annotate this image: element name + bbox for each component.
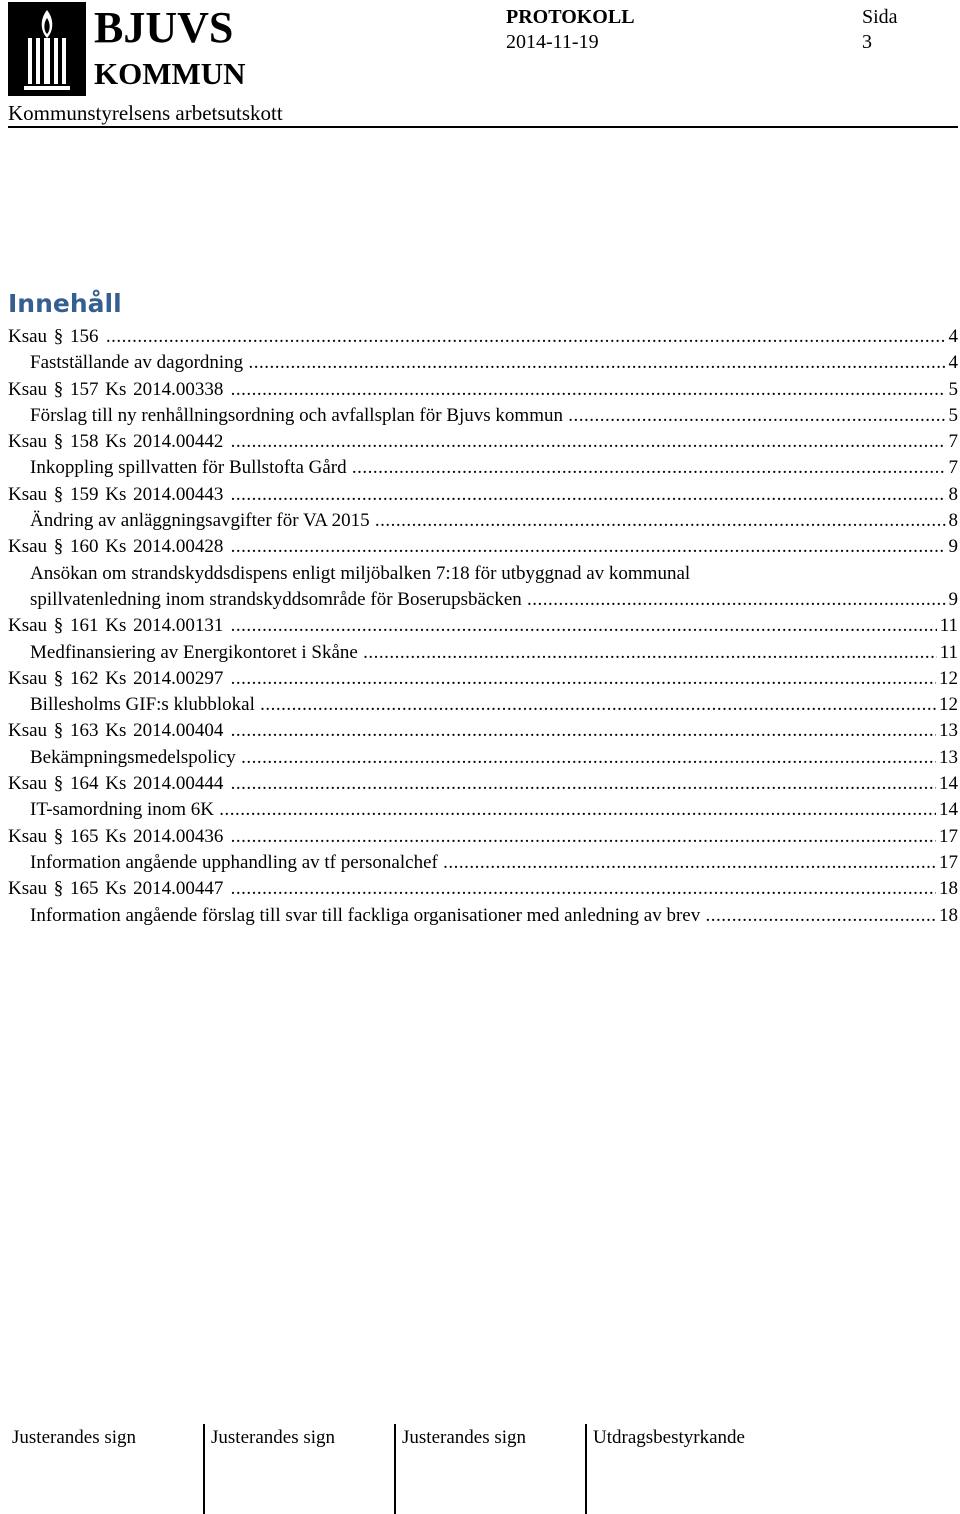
toc-entry-page: 17 <box>936 824 958 850</box>
toc-entry-text: Fastställande av dagordning ..... <box>30 350 958 376</box>
toc-entry[interactable] <box>8 718 958 744</box>
signature-label: Justerandes sign <box>402 1427 527 1448</box>
toc-entry-page: 7 <box>946 455 959 481</box>
toc-entry-page: 11 <box>937 613 958 639</box>
toc-entry-page: 13 <box>936 718 958 744</box>
toc-entry-text: Ksau § 165 Ks 2014.00436 ..... <box>8 824 958 850</box>
certification-box <box>585 1424 885 1514</box>
toc-entry-text: Bekämpningsmedelspolicy ..... <box>30 745 958 771</box>
table-of-contents <box>8 324 958 929</box>
toc-entry[interactable] <box>8 455 958 481</box>
toc-entry-text: Ksau § 160 Ks 2014.00428 ..... <box>8 534 958 560</box>
toc-entry[interactable] <box>8 824 958 850</box>
document-type: PROTOKOLL <box>506 6 635 28</box>
toc-entry-text: Ksau § 162 Ks 2014.00297 ..... <box>8 666 958 692</box>
toc-entry-page: 4 <box>946 324 959 350</box>
logo-line1: BJUVS <box>94 3 234 52</box>
toc-entry-page: 12 <box>936 666 958 692</box>
toc-entry-page: 7 <box>946 429 959 455</box>
toc-entry-text: Ksau § 159 Ks 2014.00443 ..... <box>8 482 958 508</box>
toc-entry[interactable] <box>8 771 958 797</box>
signature-box-3 <box>394 1424 584 1514</box>
toc-entry[interactable] <box>8 850 958 876</box>
toc-entry-text: Ändring av anläggningsavgifter för VA 2015 ..... <box>30 508 958 534</box>
page-number: 3 <box>862 31 872 53</box>
committee-name: Kommunstyrelsens arbetsutskott <box>8 101 283 125</box>
toc-entry[interactable] <box>8 561 958 614</box>
signature-label: Justerandes sign <box>211 1427 336 1448</box>
header-divider <box>8 126 958 128</box>
document-date: 2014-11-19 <box>506 31 599 53</box>
toc-entry-page: 9 <box>946 534 959 560</box>
toc-entry-page: 17 <box>936 850 958 876</box>
toc-entry-text: Billesholms GIF:s klubblokal ..... <box>30 692 958 718</box>
toc-entry-page: 5 <box>946 403 959 429</box>
toc-entry-text: Ksau § 158 Ks 2014.00442 ..... <box>8 429 958 455</box>
toc-entry[interactable] <box>8 640 958 666</box>
toc-entry-text: Information angående upphandling av tf personalchef ..... <box>30 850 958 876</box>
toc-entry-page: 18 <box>936 903 958 929</box>
toc-entry-page: 13 <box>936 745 958 771</box>
toc-entry[interactable] <box>8 508 958 534</box>
toc-entry-text: Ksau § 156 ..... <box>8 324 958 350</box>
toc-entry-text: IT-samordning inom 6K ..... <box>30 797 958 823</box>
toc-entry-text: Ksau § 164 Ks 2014.00444 ..... <box>8 771 958 797</box>
toc-entry[interactable] <box>8 350 958 376</box>
toc-entry[interactable] <box>8 745 958 771</box>
toc-entry[interactable] <box>8 324 958 350</box>
toc-entry-text: Ksau § 165 Ks 2014.00447 ..... <box>8 876 958 902</box>
torch-emblem-icon <box>8 2 86 96</box>
toc-entry-page: 5 <box>946 377 959 403</box>
signature-footer <box>8 1424 958 1514</box>
toc-entry-text-line2: spillvatenledning inom strandskyddsområde för Boserupsbäcken ..... <box>30 587 958 613</box>
toc-entry-text: Ksau § 157 Ks 2014.00338 ..... <box>8 377 958 403</box>
toc-entry[interactable] <box>8 797 958 823</box>
toc-entry-page: 18 <box>936 876 958 902</box>
toc-entry-page: 9 <box>946 587 959 613</box>
toc-entry[interactable] <box>8 403 958 429</box>
toc-entry-text: Medfinansiering av Energikontoret i Skåne ..... <box>30 640 958 666</box>
toc-entry[interactable] <box>8 534 958 560</box>
toc-entry-page: 11 <box>937 640 958 666</box>
toc-entry[interactable] <box>8 429 958 455</box>
signature-box-1 <box>12 1424 202 1514</box>
toc-entry-text: Inkoppling spillvatten för Bullstofta Gård ..... <box>30 455 958 481</box>
toc-entry-page: 8 <box>946 482 959 508</box>
toc-entry-text: Ansökan om strandskyddsdispens enligt miljöbalken 7:18 för utbyggnad av kommunal <box>30 562 691 584</box>
toc-entry[interactable] <box>8 876 958 902</box>
toc-entry-page: 14 <box>936 771 958 797</box>
signature-label: Utdragsbestyrkande <box>593 1427 745 1448</box>
toc-entry[interactable] <box>8 692 958 718</box>
toc-entry-text: Ksau § 163 Ks 2014.00404 ..... <box>8 718 958 744</box>
logo-line2: KOMMUN <box>94 56 246 91</box>
toc-entry-page: 12 <box>936 692 958 718</box>
signature-label: Justerandes sign <box>12 1427 137 1448</box>
toc-entry-page: 4 <box>946 350 959 376</box>
toc-entry[interactable] <box>8 377 958 403</box>
toc-entry-text: Förslag till ny renhållningsordning och avfallsplan för Bjuvs kommun ..... <box>30 403 958 429</box>
page-label: Sida <box>862 6 898 28</box>
signature-box-2 <box>203 1424 393 1514</box>
toc-title: Innehåll <box>8 289 122 318</box>
bjuvs-kommun-logo <box>8 2 248 96</box>
toc-entry-page: 8 <box>946 508 959 534</box>
toc-entry-page: 14 <box>936 797 958 823</box>
toc-entry[interactable] <box>8 482 958 508</box>
toc-entry[interactable] <box>8 666 958 692</box>
toc-entry[interactable] <box>8 613 958 639</box>
toc-entry-text: Information angående förslag till svar till fackliga organisationer med anledning av brev ..... <box>30 903 958 929</box>
toc-entry-text: Ksau § 161 Ks 2014.00131 ..... <box>8 613 958 639</box>
toc-entry[interactable] <box>8 903 958 929</box>
